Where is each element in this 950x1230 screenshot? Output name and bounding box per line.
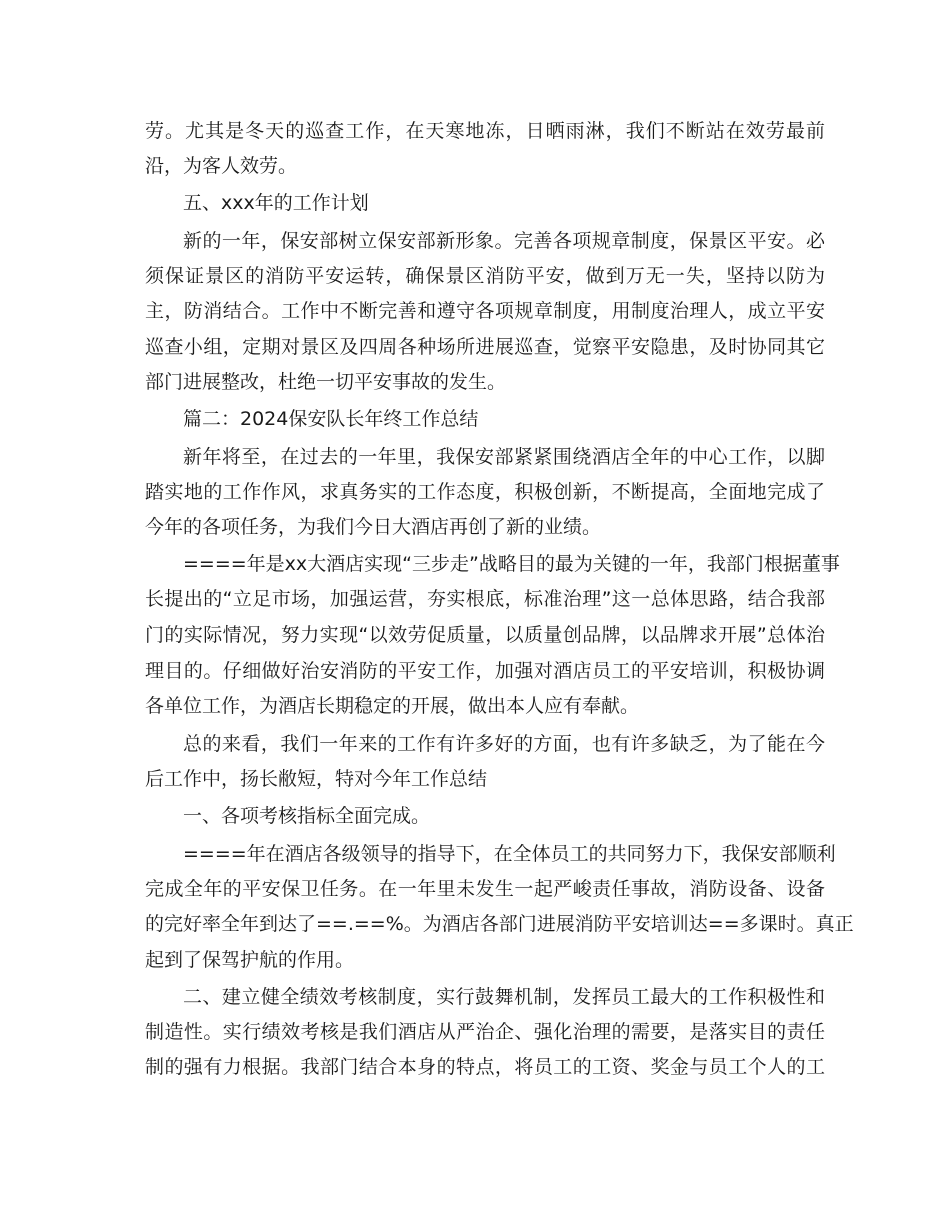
text-line: 起到了保驾护航的作用。	[145, 949, 355, 971]
text-line: 二、建立健全绩效考核制度，实行鼓舞机制，发挥员工最大的工作积极性和	[183, 986, 825, 1008]
text-line: 须保证景区的消防平安运转，确保景区消防平安，做到万无一失，坚持以防为	[145, 265, 825, 287]
text-line: 劳。尤其是冬天的巡查工作，在天寒地冻，日晒雨淋，我们不断站在效劳最前	[145, 120, 825, 142]
text-line: 门的实际情况，努力实现“以效劳促质量，以质量创品牌，以品牌求开展”总体治	[145, 624, 825, 646]
text-line: 沿，为客人效劳。	[145, 155, 298, 177]
text-line: 制的强有力根据。我部门结合本身的特点，将员工的工资、奖金与员工个人的工	[145, 1056, 825, 1078]
text-line: 后工作中，扬长敝短，特对今年工作总结	[145, 768, 488, 790]
text-line: 部门进展整改，杜绝一切平安事故的发生。	[145, 371, 507, 393]
text-line: ====年在酒店各级领导的指导下，在全体员工的共同努力下，我保安部顺利	[183, 843, 836, 865]
text-line: ====年是xx大酒店实现“三步走”战略目的最为关键的一年，我部门根据董事	[183, 553, 840, 575]
text-line: 理目的。仔细做好治安消防的平安工作，加强对酒店员工的平安培训，积极协调	[145, 660, 825, 682]
text-line: 制造性。实行绩效考核是我们酒店从严治企、强化治理的需要，是落实目的责任	[145, 1021, 825, 1043]
text-line: 踏实地的工作作风，求真务实的工作态度，积极创新，不断提高，全面地完成了	[145, 481, 825, 503]
text-line: 今年的各项任务，为我们今日大酒店再创了新的业绩。	[145, 516, 602, 538]
text-line: 主，防消结合。工作中不断完善和遵守各项规章制度，用制度治理人，成立平安	[145, 300, 825, 322]
text-line: 各单位工作，为酒店长期稳定的开展，做出本人应有奉献。	[145, 695, 640, 717]
section-heading: 五、xxx年的工作计划	[183, 192, 369, 214]
text-line: 完成全年的平安保卫任务。在一年里未发生一起严峻责任事故，消防设备、设备	[145, 878, 825, 900]
text-line: 长提出的“立足市场，加强运营，夯实根底，标准治理”这一总体思路，结合我部	[145, 588, 825, 610]
section-heading: 一、各项考核指标全面完成。	[183, 805, 431, 827]
text-line: 新年将至，在过去的一年里，我保安部紧紧围绕酒店全年的中心工作，以脚	[183, 446, 825, 468]
text-line: 新的一年，保安部树立保安部新形象。完善各项规章制度，保景区平安。必	[183, 230, 825, 252]
text-line: 的完好率全年到达了==.==%。为酒店各部门进展消防平安培训达==多课时。真正	[145, 913, 854, 935]
text-line: 巡查小组，定期对景区及四周各种场所进展巡查，觉察平安隐患，及时协同其它	[145, 336, 825, 358]
section-heading: 篇二：2024保安队长年终工作总结	[183, 408, 479, 430]
text-line: 总的来看，我们一年来的工作有许多好的方面，也有许多缺乏，为了能在今	[183, 733, 825, 755]
